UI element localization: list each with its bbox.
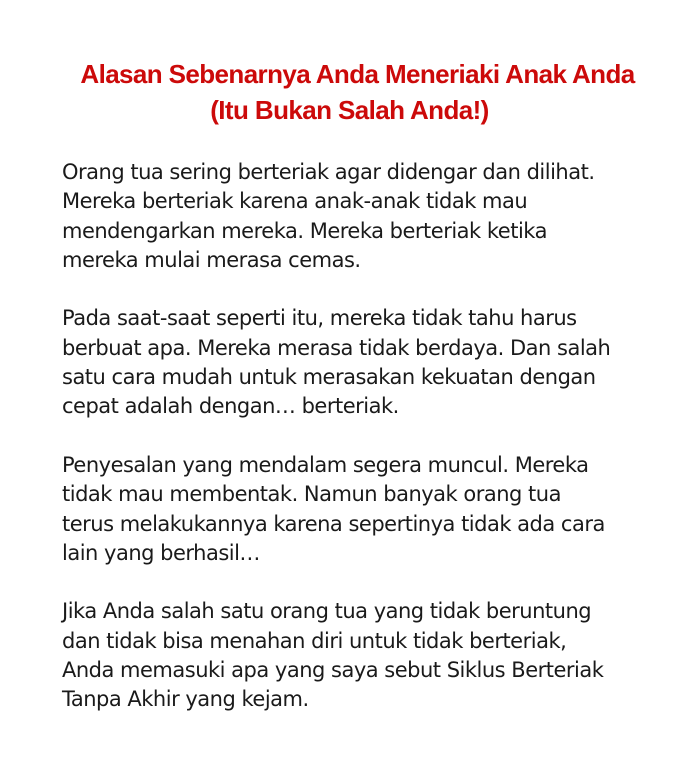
paragraph-3 (62, 451, 662, 568)
paragraph-line: Jika Anda salah satu orang tua yang tidak beruntung (62, 599, 592, 624)
page-title (0, 56, 699, 128)
title-line-2: (Itu Bukan Salah Anda!) (210, 95, 489, 125)
paragraph-line: berbuat apa. Mereka merasa tidak berdaya. Dan salah (62, 335, 611, 360)
paragraph-4 (62, 597, 662, 714)
paragraph-2 (62, 304, 662, 421)
paragraph-line: tidak mau membentak. Namun banyak orang tua (62, 482, 561, 507)
paragraph-line: Anda memasuki apa yang saya sebut Siklus Berteriak (62, 658, 604, 683)
paragraph-1 (62, 158, 662, 275)
paragraph-line: dan tidak bisa menahan diri untuk tidak berteriak, (62, 628, 567, 653)
paragraph-line: satu cara mudah untuk merasakan kekuatan dengan (62, 365, 596, 390)
title-line-1: Alasan Sebenarnya Anda Meneriaki Anak Anda (80, 59, 635, 89)
paragraph-line: cepat adalah dengan… berteriak. (62, 394, 399, 419)
paragraph-line: Tanpa Akhir yang kejam. (62, 687, 309, 712)
paragraph-line: Mereka berteriak karena anak-anak tidak mau (62, 189, 528, 214)
paragraph-line: Penyesalan yang mendalam segera muncul. Mereka (62, 452, 589, 477)
paragraph-line: terus melakukannya karena sepertinya tidak ada cara (62, 511, 605, 536)
paragraph-line: Orang tua sering berteriak agar didengar dan dilihat. (62, 160, 595, 184)
paragraph-line: lain yang berhasil… (62, 540, 260, 565)
paragraph-line: Pada saat-saat seperti itu, mereka tidak tahu harus (62, 306, 577, 331)
paragraph-line: mereka mulai merasa cemas. (62, 247, 361, 272)
paragraph-line: mendengarkan mereka. Mereka berteriak ketika (62, 218, 547, 243)
article-body (62, 158, 662, 744)
